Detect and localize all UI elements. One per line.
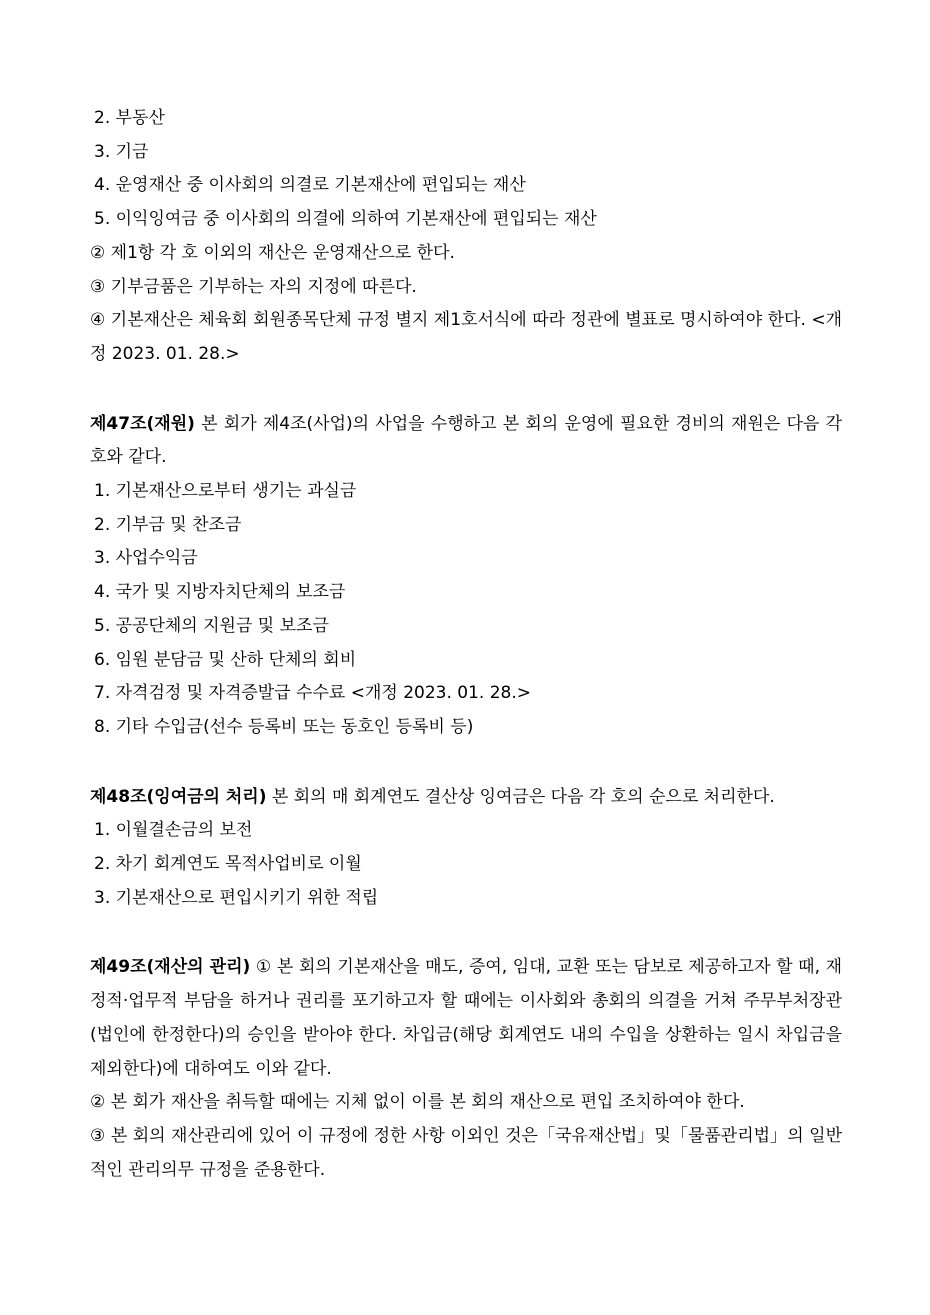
article-48: [90, 781, 842, 916]
list-item: 3. 사업수익금: [94, 548, 198, 569]
spacer: [90, 372, 842, 408]
article-47-heading: 제47조(재원): [90, 413, 195, 434]
list-item: 1. 이월결손금의 보전: [94, 820, 253, 841]
list-item: 8. 기타 수입금(선수 등록비 또는 동호인 등록비 등): [94, 716, 474, 737]
clause-3: ③ 본 회의 재산관리에 있어 이 규정에 정한 사항 이외인 것은「국유재산법」및「물품관리법」의 일반적인 관리의무 규정을 준용한다.: [90, 1125, 842, 1180]
article-47-paragraph: [90, 408, 842, 475]
spacer: [90, 745, 842, 781]
article-47-body: 본 회가 제4조(사업)의 사업을 수행하고 본 회의 운영에 필요한 경비의 재원은 다음 각 호와 같다.: [90, 413, 842, 468]
article-49-paragraph: [90, 951, 842, 1086]
article-49-body: ① 본 회의 기본재산을 매도, 증여, 임대, 교환 또는 담보로 제공하고자 할 때, 재정적·업무적 부담을 하거나 권리를 포기하고자 할 때에는 이사회와 총회의 의결을 거쳐 주무부처장관(법인에 한정한다)의 승인을 받아야 한다. 차입금(해당 회계연도 내의 수입을 상환하는 일시 차입금을 제외한다)에 대하여도 이와 같다.: [90, 957, 843, 1079]
list-item: 5. 이익잉여금 중 이사회의 의결에 의하여 기본재산에 편입되는 재산: [94, 209, 597, 230]
list-item: 7. 자격검정 및 자격증발급 수수료 <개정 2023. 01. 28.>: [94, 683, 532, 704]
document-page: [90, 102, 842, 1187]
list-item: 2. 부동산: [94, 108, 165, 128]
list-item: 2. 차기 회계연도 목적사업비로 이월: [94, 854, 362, 875]
article-49-heading: 제49조(재산의 관리): [90, 957, 251, 978]
list-item: 3. 기금: [94, 141, 149, 162]
list-item: 3. 기본재산으로 편입시키기 위한 적립: [94, 887, 379, 908]
list-item: 2. 기부금 및 찬조금: [94, 514, 242, 535]
list-item: 1. 기본재산으로부터 생기는 과실금: [94, 481, 357, 502]
list-item: 4. 운영재산 중 이사회의 의결로 기본재산에 편입되는 재산: [94, 175, 526, 196]
list-item: 6. 임원 분담금 및 산하 단체의 회비: [94, 649, 357, 670]
list-item: 4. 국가 및 지방자치단체의 보조금: [94, 582, 346, 603]
clause-3: ③ 기부금품은 기부하는 자의 지정에 따른다.: [90, 276, 417, 297]
article46-continuation: [90, 102, 842, 372]
clause-2: ② 제1항 각 호 이외의 재산은 운영재산으로 한다.: [90, 242, 455, 263]
article-47: [90, 408, 842, 745]
spacer: [90, 915, 842, 951]
article-48-paragraph: [90, 781, 842, 815]
article-48-heading: 제48조(잉여금의 처리): [90, 786, 267, 807]
clause-4: ④ 기본재산은 체육회 회원종목단체 규정 별지 제1호서식에 따라 정관에 별표로 명시하여야 한다. <개정 2023. 01. 28.>: [90, 310, 842, 364]
article-49: [90, 951, 842, 1187]
article-48-body: 본 회의 매 회계연도 결산상 잉여금은 다음 각 호의 순으로 처리한다.: [266, 786, 775, 807]
clause-2: ② 본 회가 재산을 취득할 때에는 지체 없이 이를 본 회의 재산으로 편입 조치하여야 한다.: [90, 1092, 745, 1113]
list-item: 5. 공공단체의 지원금 및 보조금: [94, 615, 329, 636]
